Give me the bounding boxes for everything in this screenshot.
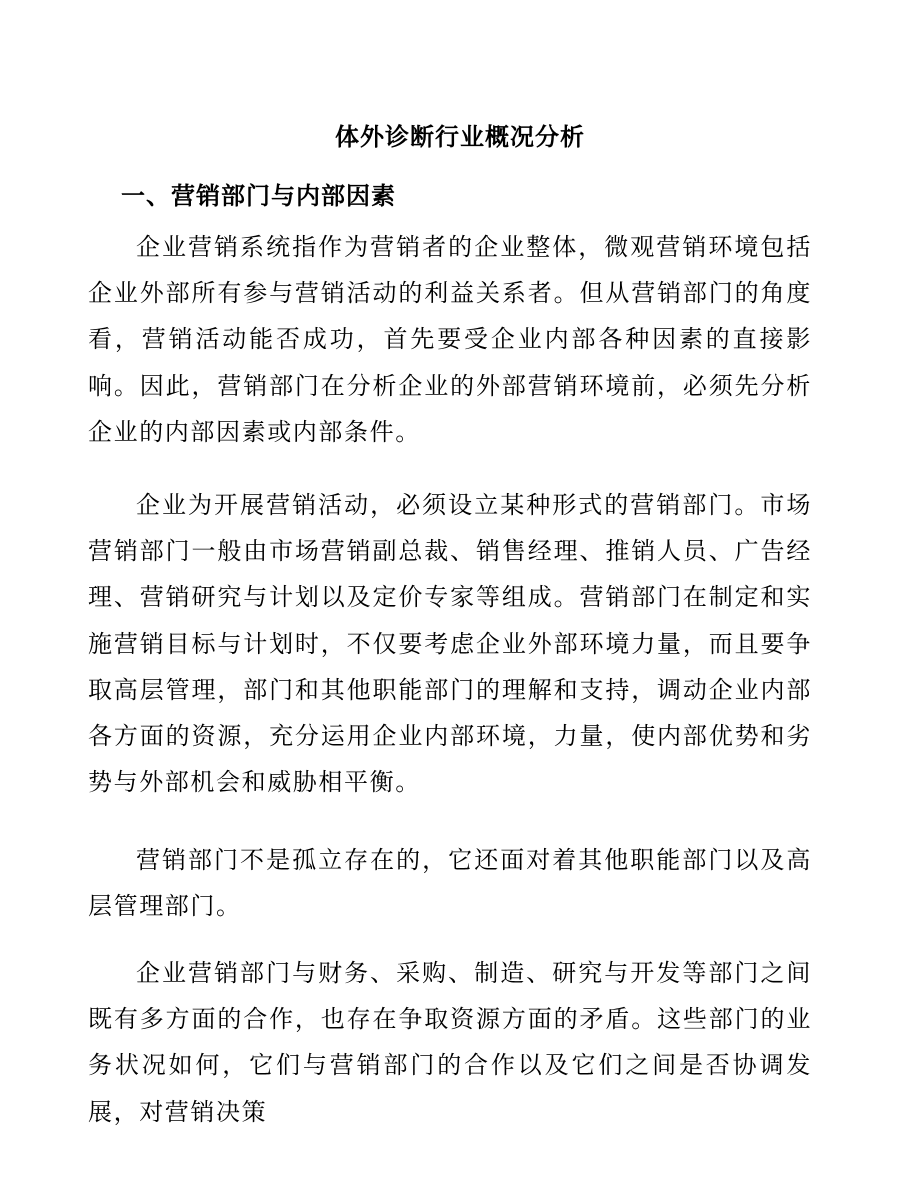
paragraph-4: 企业营销部门与财务、采购、制造、研究与开发等部门之间既有多方面的合作，也存在争取资源方面的矛盾。这些部门的业务状况如何，它们与营销部门的合作以及它们之间是否协调发展，对营销决策 xyxy=(88,959,812,1126)
document-title: 体外诊断行业概况分析 xyxy=(335,122,585,151)
section-heading: 一、营销部门与内部因素 xyxy=(121,181,396,210)
paragraph-1: 企业营销系统指作为营销者的企业整体，微观营销环境包括企业外部所有参与营销活动的利益关系者。但从营销部门的角度看，营销活动能否成功，首先要受企业内部各种因素的直接影响。因此，营销部门在分析企业的外部营销环境前，必须先分析企业的内部因素或内部条件。 xyxy=(88,233,812,446)
paragraph-3: 营销部门不是孤立存在的，它还面对着其他职能部门以及高层管理部门。 xyxy=(88,846,812,921)
paragraph-2: 企业为开展营销活动，必须设立某种形式的营销部门。市场营销部门一般由市场营销副总裁、销售经理、推销人员、广告经理、营销研究与计划以及定价专家等组成。营销部门在制定和实施营销目标与计划时，不仅要考虑企业外部环境力量，而且要争取高层管理，部门和其他职能部门的理解和支持，调动企业内部各方面的资源，充分运用企业内部环境，力量，使内部优势和劣势与外部机会和威胁相平衡。 xyxy=(88,491,812,797)
